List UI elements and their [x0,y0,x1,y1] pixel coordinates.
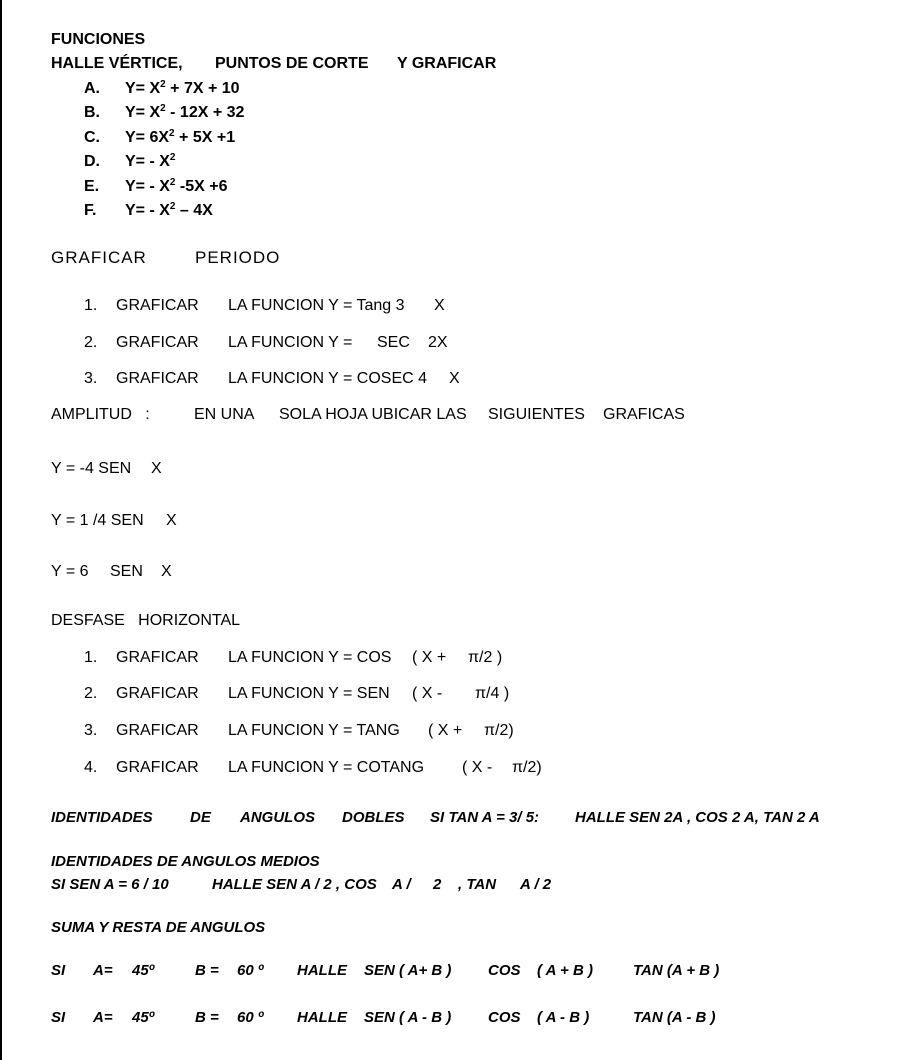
amplitud-title: AMPLITUD : [51,406,150,423]
medios-title: IDENTIDADES DE ANGULOS MEDIOS [51,853,320,870]
amplitud-word-4: GRAFICAS [603,406,685,423]
suma-row-2-cos: COS [488,1009,521,1026]
desfase-num-2: 2. [84,685,98,702]
desfase-num-1: 1. [84,649,98,666]
funciones-subtitle-a: HALLE VÉRTICE, [51,55,183,72]
periodo-label-2: LA FUNCION Y = [228,334,353,351]
amplitud-eq-3-b: X [161,563,172,580]
funcion-letter-f: F. [84,202,97,219]
suma-row-1-cos: COS [488,962,521,979]
desfase-pi-3: π/2) [484,722,514,739]
medios-question-2: A / [392,876,411,893]
funciones-subtitle-c: Y GRAFICAR [397,55,497,72]
suma-row-1-sen: SEN ( A+ B ) [364,962,452,979]
periodo-verb-1: GRAFICAR [116,297,199,314]
desfase-label-2: LA FUNCION Y = SEN [228,685,390,702]
suma-row-1-a-value: 45º [132,962,155,979]
suma-row-2-b-value: 60 º [237,1009,264,1026]
dobles-question: HALLE SEN 2A , COS 2 A, TAN 2 A [575,809,820,826]
dobles-word-2: DE [190,809,211,826]
periodo-arg-2: 2X [428,334,448,351]
suma-row-2-tan: TAN (A - B ) [633,1009,716,1026]
desfase-num-3: 3. [84,722,98,739]
desfase-verb-1: GRAFICAR [116,649,199,666]
periodo-fn-2: SEC [377,334,410,351]
funcion-equation-c: $Y= 6X^2 + 5X +1$ [125,128,236,146]
funciones-subtitle-b: PUNTOS DE CORTE [215,55,369,72]
desfase-paren-3: ( X + [428,722,463,739]
amplitud-eq-3-a: Y = 6 [51,563,89,580]
suma-row-1-tan: TAN (A + B ) [633,962,720,979]
periodo-num-2: 2. [84,334,98,351]
suma-title: SUMA Y RESTA DE ANGULOS [51,919,266,936]
desfase-label-4: LA FUNCION Y = COTANG [228,759,425,776]
suma-row-2-b: B = [195,1009,219,1026]
funcion-equation-a: $Y= X^2 + 7X + 10$ [125,79,240,97]
funcion-equation-d: $Y= - X^2$ [125,152,176,170]
funcion-letter-d: D. [84,153,100,170]
amplitud-eq-2-a: Y = 1 /4 SEN [51,512,144,529]
periodo-arg-3: X [449,370,460,387]
amplitud-word-1: EN UNA [194,406,255,423]
periodo-verb-3: GRAFICAR [116,370,199,387]
suma-row-2-a-value: 45º [132,1009,155,1026]
desfase-paren-4: ( X - [462,759,493,776]
suma-row-1-b: B = [195,962,219,979]
suma-row-2-sen: SEN ( A - B ) [364,1009,452,1026]
medios-question-4: , TAN [458,876,497,893]
desfase-pi-4: π/2) [512,759,542,776]
desfase-paren-1: ( X + [412,649,447,666]
periodo-title-a: GRAFICAR [51,248,147,267]
funcion-letter-c: C. [84,129,100,146]
desfase-label-3: LA FUNCION Y = TANG [228,722,400,739]
medios-question-1: HALLE SEN A / 2 , COS [212,876,377,893]
periodo-num-1: 1. [84,297,98,314]
desfase-title: DESFASE HORIZONTAL [51,612,241,629]
periodo-label-3: LA FUNCION Y = COSEC 4 [228,370,428,387]
dobles-word-1: IDENTIDADES [51,809,153,826]
suma-row-1-si: SI [51,962,66,979]
amplitud-eq-3-m: SEN [110,563,143,580]
medios-condition: SI SEN A = 6 / 10 [51,876,169,893]
amplitud-eq-1-b: X [151,460,162,477]
suma-row-2-cos-arg: ( A - B ) [537,1009,590,1026]
desfase-paren-2: ( X - [412,685,443,702]
suma-row-1-cos-arg: ( A + B ) [537,962,593,979]
amplitud-eq-2-b: X [166,512,177,529]
funciones-title: FUNCIONES [51,31,146,48]
dobles-word-4: DOBLES [342,809,405,826]
amplitud-word-3: SIGUIENTES [488,406,585,423]
periodo-verb-2: GRAFICAR [116,334,199,351]
left-border-line [0,0,2,1060]
desfase-num-4: 4. [84,759,98,776]
funcion-equation-b: $Y= X^2 - 12X + 32$ [125,103,245,121]
suma-row-2-a: A= [93,1009,113,1026]
dobles-word-3: ANGULOS [240,809,315,826]
suma-row-2-si: SI [51,1009,66,1026]
amplitud-eq-1-a: Y = -4 SEN [51,460,132,477]
periodo-num-3: 3. [84,370,98,387]
desfase-pi-1: π/2 ) [468,649,503,666]
desfase-pi-2: π/4 ) [475,685,510,702]
desfase-verb-2: GRAFICAR [116,685,199,702]
periodo-label-1: LA FUNCION Y = Tang 3 [228,297,405,314]
desfase-verb-3: GRAFICAR [116,722,199,739]
medios-question-5: A / 2 [520,876,552,893]
medios-question-3: 2 [433,876,442,893]
suma-row-2-halle: HALLE [297,1009,347,1026]
desfase-label-1: LA FUNCION Y = COS [228,649,392,666]
desfase-verb-4: GRAFICAR [116,759,199,776]
suma-row-1-a: A= [93,962,113,979]
suma-row-1-b-value: 60 º [237,962,264,979]
amplitud-word-2: SOLA HOJA UBICAR LAS [279,406,467,423]
funcion-letter-a: A. [84,80,100,97]
funcion-equation-e: $Y= - X^2$ -5X +6 [125,177,228,195]
funcion-letter-e: E. [84,178,100,195]
funcion-letter-b: B. [84,104,100,121]
dobles-condition: SI TAN A = 3/ 5: [430,809,540,826]
periodo-arg-1: X [434,297,445,314]
funcion-equation-f: $Y= - X^2 - 4X$ [125,201,213,219]
periodo-title-b: PERIODO [195,248,281,267]
suma-row-1-halle: HALLE [297,962,347,979]
